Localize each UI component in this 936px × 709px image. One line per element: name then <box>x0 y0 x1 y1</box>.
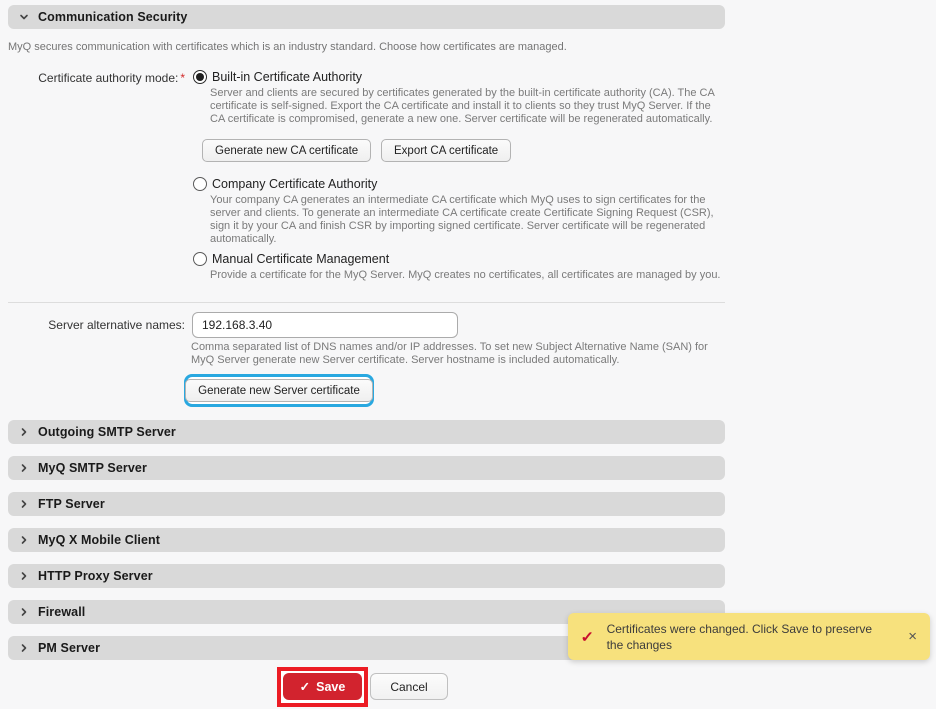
section-header-myq-x-mobile-client[interactable] <box>8 528 725 552</box>
cancel-button[interactable]: Cancel <box>370 673 448 700</box>
chevron-down-icon <box>19 12 29 22</box>
san-label: Server alternative names: <box>48 318 185 332</box>
section-title: Communication Security <box>38 10 188 24</box>
radio-company-ca-label[interactable]: Company Certificate Authority <box>212 177 378 191</box>
chevron-right-icon <box>19 463 29 473</box>
toast-message: Certificates were changed. Click Save to preserve the changes <box>606 621 873 652</box>
section-header-outgoing-smtp-server[interactable] <box>8 420 725 444</box>
required-asterisk: * <box>180 71 185 85</box>
company-ca-description: Your company CA generates an intermediate CA certificate which MyQ uses to sign certificates for the server and clients. To generate an intermediate CA certificate create Certificate Signing Request (CSR), sign it by your CA and finish CSR by importing signed certificate. Server certificate will be regenerated automatically. <box>210 194 714 245</box>
radio-builtin-ca-label[interactable]: Built-in Certificate Authority <box>212 70 363 84</box>
section-title: MyQ X Mobile Client <box>38 533 161 547</box>
section-header-communication-security[interactable] <box>8 5 725 29</box>
section-title: PM Server <box>38 641 101 655</box>
san-input[interactable] <box>192 312 458 338</box>
manual-cert-description: Provide a certificate for the MyQ Server. MyQ creates no certificates, all certificates are managed by you. <box>210 269 721 281</box>
section-header-myq-smtp-server[interactable] <box>8 456 725 480</box>
section-title: Firewall <box>38 605 86 619</box>
chevron-right-icon <box>19 643 29 653</box>
chevron-right-icon <box>19 427 29 437</box>
radio-company-ca[interactable] <box>193 177 207 191</box>
chevron-right-icon <box>19 607 29 617</box>
san-help-text: Comma separated list of DNS names and/or IP addresses. To set new Subject Alternative Name (SAN) for MyQ Server generate new Server certificate. Server hostname is included automatically. <box>191 341 708 366</box>
chevron-right-icon <box>19 535 29 545</box>
export-ca-certificate-button[interactable]: Export CA certificate <box>381 139 511 162</box>
close-icon[interactable]: × <box>908 628 917 645</box>
section-title: FTP Server <box>38 497 105 511</box>
section-title: Outgoing SMTP Server <box>38 425 176 439</box>
radio-builtin-ca[interactable] <box>193 70 207 84</box>
section-title: MyQ SMTP Server <box>38 461 147 475</box>
generate-new-ca-certificate-button[interactable]: Generate new CA certificate <box>202 139 371 162</box>
toast-notification <box>568 613 930 660</box>
section-title: HTTP Proxy Server <box>38 569 153 583</box>
section-header-ftp-server[interactable] <box>8 492 725 516</box>
divider <box>8 302 725 303</box>
check-icon: ✓ <box>580 628 595 646</box>
builtin-ca-description: Server and clients are secured by certificates generated by the built-in certificate authority (CA). The CA certificate is self-signed. Export the CA certificate and install it to clients so they trust MyQ Server. If the CA certificate is compromised, generate a new one. Server certificate will be regenerated automatically. <box>210 87 715 125</box>
section-intro-text: MyQ secures communication with certificates which is an industry standard. Choose how certificates are managed. <box>8 41 567 53</box>
generate-new-server-certificate-button[interactable]: Generate new Server certificate <box>185 379 373 402</box>
chevron-right-icon <box>19 499 29 509</box>
save-button[interactable] <box>283 673 362 700</box>
radio-manual-cert-label[interactable]: Manual Certificate Management <box>212 252 390 266</box>
ca-mode-label: Certificate authority mode: * <box>38 71 185 85</box>
radio-manual-cert[interactable] <box>193 252 207 266</box>
section-header-http-proxy-server[interactable] <box>8 564 725 588</box>
save-check-icon: ✓ <box>299 680 311 694</box>
save-button-label: Save <box>316 679 346 694</box>
chevron-right-icon <box>19 571 29 581</box>
generate-server-certificate-focus-ring <box>184 374 374 407</box>
